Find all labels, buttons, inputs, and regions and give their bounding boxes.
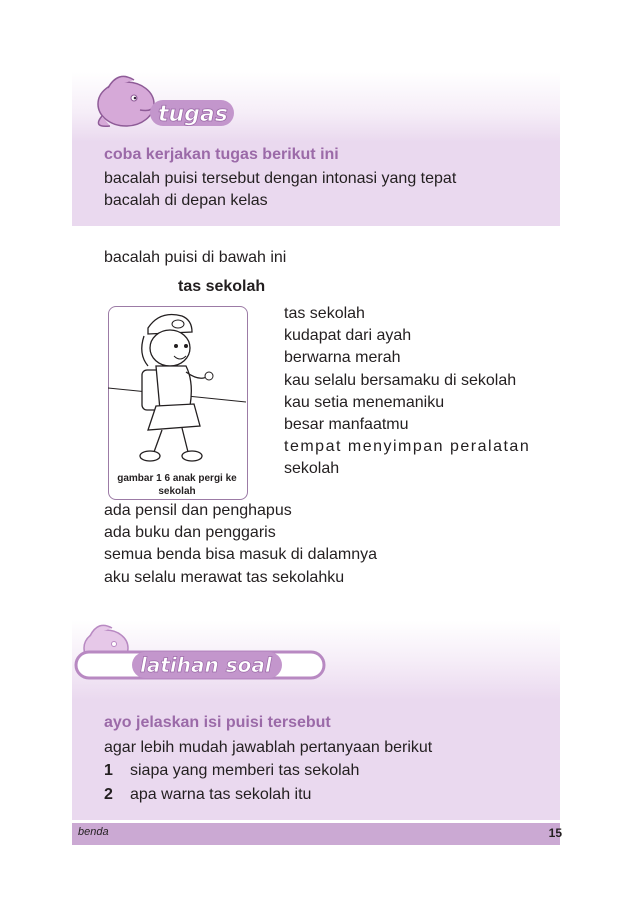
figure-caption-line-1: gambar 1 6 anak pergi ke: [117, 473, 237, 484]
dolphin-mascot-icon: [88, 66, 248, 136]
question-text: apa warna tas sekolah itu: [130, 786, 312, 803]
poem-line-1: tas sekolah: [284, 305, 365, 322]
latihan-title: ayo jelaskan isi puisi tersebut: [104, 714, 331, 731]
reading-intro: bacalah puisi di bawah ini: [104, 249, 287, 266]
poem-line-3: berwarna merah: [284, 349, 401, 366]
poem-line-9: ada pensil dan penghapus: [104, 502, 292, 519]
poem-line-11: semua benda bisa masuk di dalamnya: [104, 546, 378, 563]
poem-line-4: kau selalu bersamaku di sekolah: [284, 372, 517, 389]
poem-line-5: kau setia menemaniku: [284, 394, 445, 411]
figure-caption: [108, 472, 246, 498]
dolphin-mascot-icon: [72, 614, 332, 684]
latihan-intro: agar lebih mudah jawablah pertanyaan berikut: [104, 739, 433, 756]
footer-chapter: benda: [78, 826, 109, 838]
tugas-title: coba kerjakan tugas berikut ini: [104, 146, 339, 163]
page-number: 15: [548, 826, 562, 840]
tugas-badge-text: tugas: [158, 102, 228, 127]
poem-line-12: aku selalu merawat tas sekolahku: [104, 569, 345, 586]
latihan-badge-text: latihan soal: [140, 653, 272, 677]
poem-line-6: besar manfaatmu: [284, 416, 409, 433]
question-2: [104, 785, 311, 805]
child-with-backpack-illustration: [108, 306, 246, 466]
question-1: [104, 761, 359, 781]
footer-bar: [72, 823, 560, 845]
poem-line-7: tempat menyimpan peralatan: [284, 438, 531, 455]
poem-line-2: kudapat dari ayah: [284, 327, 412, 344]
tugas-instruction-1: bacalah puisi tersebut dengan intonasi yang tepat: [104, 170, 457, 187]
figure-caption-line-2: sekolah: [158, 486, 196, 497]
question-number: 1: [104, 762, 113, 779]
poem-line-8: sekolah: [284, 460, 340, 477]
question-number: 2: [104, 786, 113, 803]
tugas-instruction-2: bacalah di depan kelas: [104, 192, 268, 209]
poem-line-10: ada buku dan penggaris: [104, 524, 276, 541]
poem-title: tas sekolah: [178, 278, 266, 295]
question-text: siapa yang memberi tas sekolah: [130, 762, 360, 779]
